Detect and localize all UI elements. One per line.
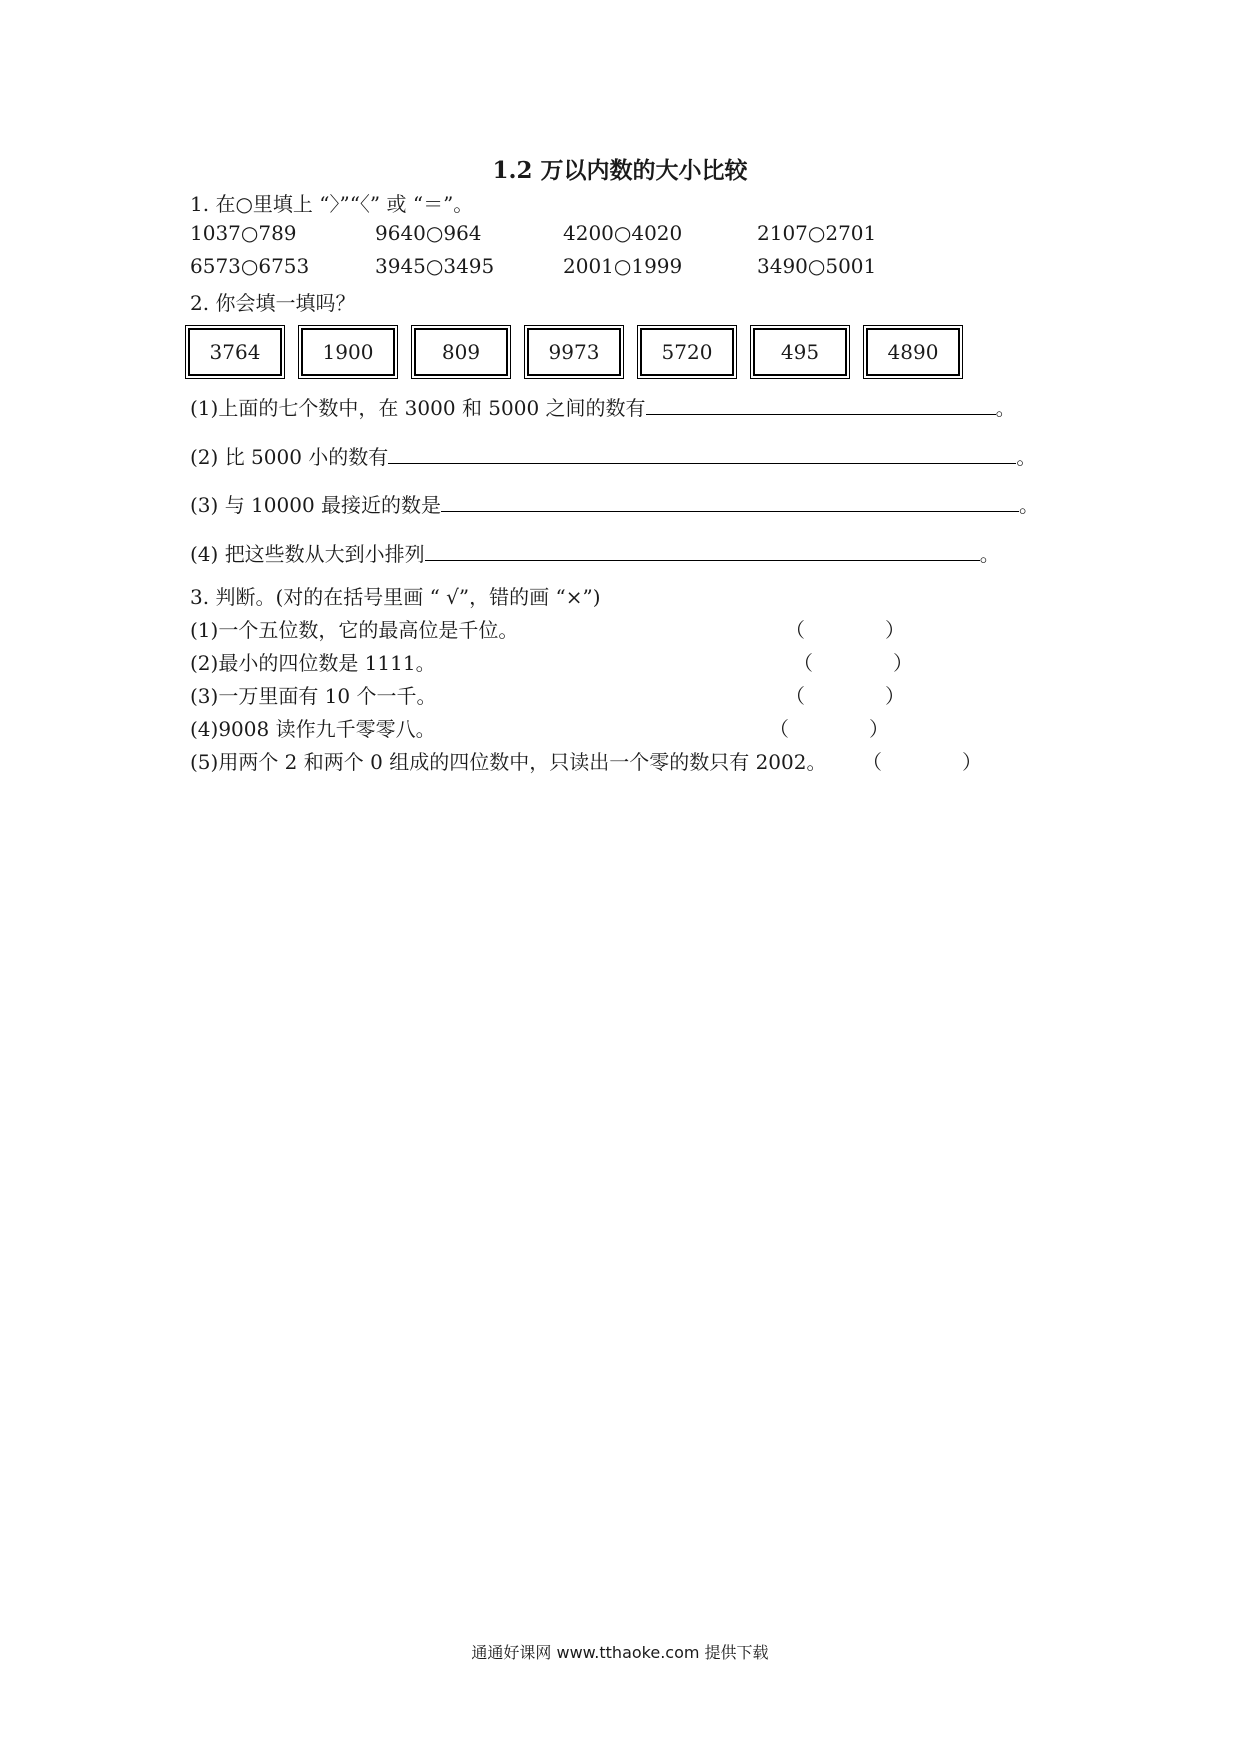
answer-blank[interactable] — [388, 443, 1016, 464]
q2-item-1 — [190, 392, 1016, 421]
answer-blank[interactable] — [425, 540, 980, 561]
q1-cell: 9640○964 — [375, 221, 482, 245]
q3-item-text: (1)一个五位数，它的最高位是千位。 — [190, 618, 519, 642]
q3-item-text: (4)9008 读作九千零零八。 — [190, 717, 436, 741]
q3-item-text: (3)一万里面有 10 个一千。 — [190, 684, 437, 708]
page-title: 1.2 万以内数的大小比较 — [492, 157, 748, 184]
q1-cell: 4200○4020 — [563, 221, 683, 245]
number-box: 495 — [753, 328, 847, 376]
q3-item-text: (5)用两个 2 和两个 0 组成的四位数中，只读出一个零的数只有 2002。 — [190, 750, 827, 774]
q3-prompt: 3. 判断。(对的在括号里画 “ √”，错的画 “×”) — [190, 585, 601, 609]
q2-prompt: 2. 你会填一填吗？ — [190, 291, 356, 315]
q2-item-3 — [190, 489, 1039, 518]
q1-prompt: 1. 在○里填上 “〉”“〈” 或 “＝”。 — [190, 192, 474, 216]
q2-item-end: 。 — [979, 542, 1000, 566]
answer-paren[interactable]: （ ） — [793, 651, 913, 675]
footer-credit: 通通好课网 www.tthaoke.com 提供下载 — [471, 1643, 769, 1662]
q1-cell: 6573○6753 — [190, 254, 310, 278]
number-box: 809 — [414, 328, 508, 376]
q1-cell: 1037○789 — [190, 221, 297, 245]
q1-cell: 2107○2701 — [757, 221, 877, 245]
q2-item-end: 。 — [995, 396, 1016, 420]
q2-item-text: (1)上面的七个数中，在 3000 和 5000 之间的数有 — [190, 396, 646, 420]
number-box: 4890 — [866, 328, 960, 376]
number-box: 9973 — [527, 328, 621, 376]
q2-item-text: (3) 与 10000 最接近的数是 — [190, 493, 442, 517]
answer-paren[interactable]: （ ） — [769, 717, 889, 741]
q1-cell: 3490○5001 — [757, 254, 877, 278]
q2-item-2 — [190, 441, 1036, 470]
answer-blank[interactable] — [441, 491, 1019, 512]
q1-cell: 2001○1999 — [563, 254, 683, 278]
q2-item-end: 。 — [1016, 445, 1037, 469]
q3-item-text: (2)最小的四位数是 1111。 — [190, 651, 436, 675]
number-box: 1900 — [301, 328, 395, 376]
q1-cell: 3945○3495 — [375, 254, 495, 278]
answer-paren[interactable]: （ ） — [785, 684, 905, 708]
number-box: 5720 — [640, 328, 734, 376]
number-box: 3764 — [188, 328, 282, 376]
answer-paren[interactable]: （ ） — [862, 750, 982, 774]
q2-item-text: (4) 把这些数从大到小排列 — [190, 542, 425, 566]
q2-item-4 — [190, 538, 1000, 567]
q2-item-end: 。 — [1019, 493, 1040, 517]
answer-blank[interactable] — [646, 394, 996, 415]
answer-paren[interactable]: （ ） — [785, 618, 905, 642]
q2-item-text: (2) 比 5000 小的数有 — [190, 445, 389, 469]
